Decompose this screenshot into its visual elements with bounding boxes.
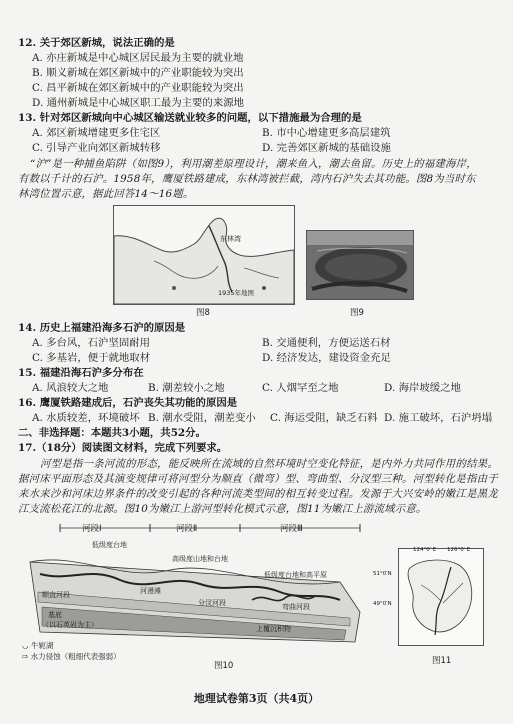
q16-option-b: B. 潮水受阻，潮差变小: [148, 412, 256, 424]
page-footer: 地理试卷第3页（共4页）: [193, 692, 320, 705]
q17-stem: 17.（18分）阅读图文材料，完成下列要求。: [18, 442, 228, 454]
coord-49n: 49°0′N: [373, 601, 392, 607]
label-quartzite: （以石英岩为主）: [42, 621, 98, 629]
q13-stem: 13. 针对郊区新城向中心城区输送就业较多的问题，以下措施最为合理的是: [18, 112, 362, 124]
q15-option-a: A. 风浪较大之地: [32, 382, 109, 394]
figure-11-map: [373, 547, 484, 646]
q14-option-a: A. 多台风，石沪坚固耐用: [32, 337, 151, 349]
q13-option-b: B. 市中心增建更多高层建筑: [262, 127, 391, 139]
coord-124e: 124°0′ E: [413, 547, 437, 553]
bay-map-drawing: [114, 206, 294, 304]
fig8-label-map-year: 1935年地图: [218, 289, 255, 297]
q15-option-d: D. 海岸坡缓之地: [384, 382, 461, 394]
q13-option-a: A. 郊区新城增建更多住宅区: [32, 127, 161, 139]
q15-option-c: C. 人烟罕至之地: [262, 382, 339, 394]
segment-2-label: 河段Ⅱ: [176, 524, 198, 534]
label-braided: 分汊河段: [198, 599, 226, 607]
section-2-heading: 二、非选择题：本题共3小题，共52分。: [18, 427, 206, 439]
intro-line-3: 林湾位置示意，据此回答14～16题。: [18, 188, 194, 200]
river-pattern-diagram: [20, 522, 380, 662]
q17-passage: 河型是指一条河流的形态，能反映所在流域的自然环境时空变化特征，是内外力共同作用的结果。据河床平面形态及其演变规律可将河型分为顺直（微弯）型、弯曲型、分汊型三种。河型转化是指由于来水来沙和河床边界条件的改变引起的各种河流类型间的相互转变过程。发源于大兴安岭的嫩江是黑龙江支流松花江的北源。图10为嫩江上游河型转化模式示意，图11为嫩江上游流域示意。: [18, 458, 498, 515]
q12-option-a: A. 亦庄新城是中心城区居民最为主要的就业地: [32, 52, 244, 64]
q13-option-d: D. 完善郊区新城的基础设施: [262, 142, 391, 154]
label-basement: 基底: [48, 611, 62, 619]
fig8-label-bay: 东林湾: [220, 235, 241, 243]
q16-option-d: D. 施工破坏，石沪坍塌: [384, 412, 493, 424]
figure-9-caption: 图9: [350, 308, 364, 318]
label-straight: 顺直河段: [42, 591, 70, 599]
q14-stem: 14. 历史上福建沿海多石沪的原因是: [18, 322, 186, 334]
q15-option-b: B. 潮差较小之地: [148, 382, 225, 394]
legend-oxbow-text: 牛轭湖: [30, 641, 54, 650]
figure-10-diagram: [20, 522, 380, 662]
q16-option-a: A. 水质较差，环境破坏: [32, 412, 140, 424]
q12-stem: 12. 关于郊区新城，说法正确的是: [18, 37, 175, 49]
legend-oxbow: ◡ 牛轭湖: [22, 641, 54, 650]
q12-option-c: C. 昌平新城在郊区新城中的产业职能较为突出: [32, 82, 244, 94]
label-meander: 弯曲河段: [282, 603, 310, 611]
q15-stem: 15. 福建沿海石沪多分布在: [18, 367, 144, 379]
figure-8-caption: 图8: [196, 308, 210, 318]
figure-10-caption: 图10: [214, 661, 234, 671]
stone-weir-photo: [307, 231, 413, 299]
segment-1-label: 河段Ⅰ: [82, 524, 102, 534]
intro-line-2: 有数以千计的石沪。1958年，鹰厦铁路建成，东林湾被拦截，湾内石沪失去其功能。图8为当时东: [18, 173, 476, 185]
figure-9-photo: [306, 230, 414, 300]
coord-126e: 126°0′ E: [447, 547, 471, 553]
q14-option-b: B. 交通便利，方便运送石材: [262, 337, 391, 349]
q12-option-d: D. 通州新城是中心城区职工最为主要的来源地: [32, 97, 244, 109]
label-floodplain: 河漫滩: [140, 587, 161, 595]
figure-8-map: [113, 205, 295, 305]
legend-erosion: ⇨ 水力侵蚀（粗细代表强弱）: [22, 652, 121, 661]
q12-option-b: B. 顺义新城在郊区新城中的产业职能较为突出: [32, 67, 244, 79]
intro-line-1: “沪”是一种捕鱼陷阱（如图9），利用潮差原理设计，潮来鱼入，潮去鱼留。历史上的福建海岸，: [30, 158, 477, 170]
q13-option-c: C. 引导产业向郊区新城转移: [32, 142, 161, 154]
label-sediment: 上覆沉积物: [256, 625, 291, 633]
legend-erosion-text: 水力侵蚀（粗细代表强弱）: [30, 652, 121, 661]
q16-option-c: C. 海运受阻，缺乏石料: [270, 412, 378, 424]
label-high-mountain: 高级度山地和台地: [172, 555, 228, 563]
coord-51n: 51°0′N: [373, 571, 392, 577]
label-low-terrace: 低级度台地: [92, 541, 127, 549]
q16-stem: 16. 鹰厦铁路建成后，石沪丧失其功能的原因是: [18, 397, 238, 409]
q14-option-c: C. 多基岩，便于就地取材: [32, 352, 151, 364]
q14-option-d: D. 经济发达，建设资金充足: [262, 352, 391, 364]
segment-3-label: 河段Ⅲ: [280, 524, 303, 534]
label-low-plain: 低级度台地和高平原: [264, 571, 327, 579]
figure-11-caption: 图11: [432, 656, 452, 666]
basin-map-drawing: [399, 549, 483, 645]
